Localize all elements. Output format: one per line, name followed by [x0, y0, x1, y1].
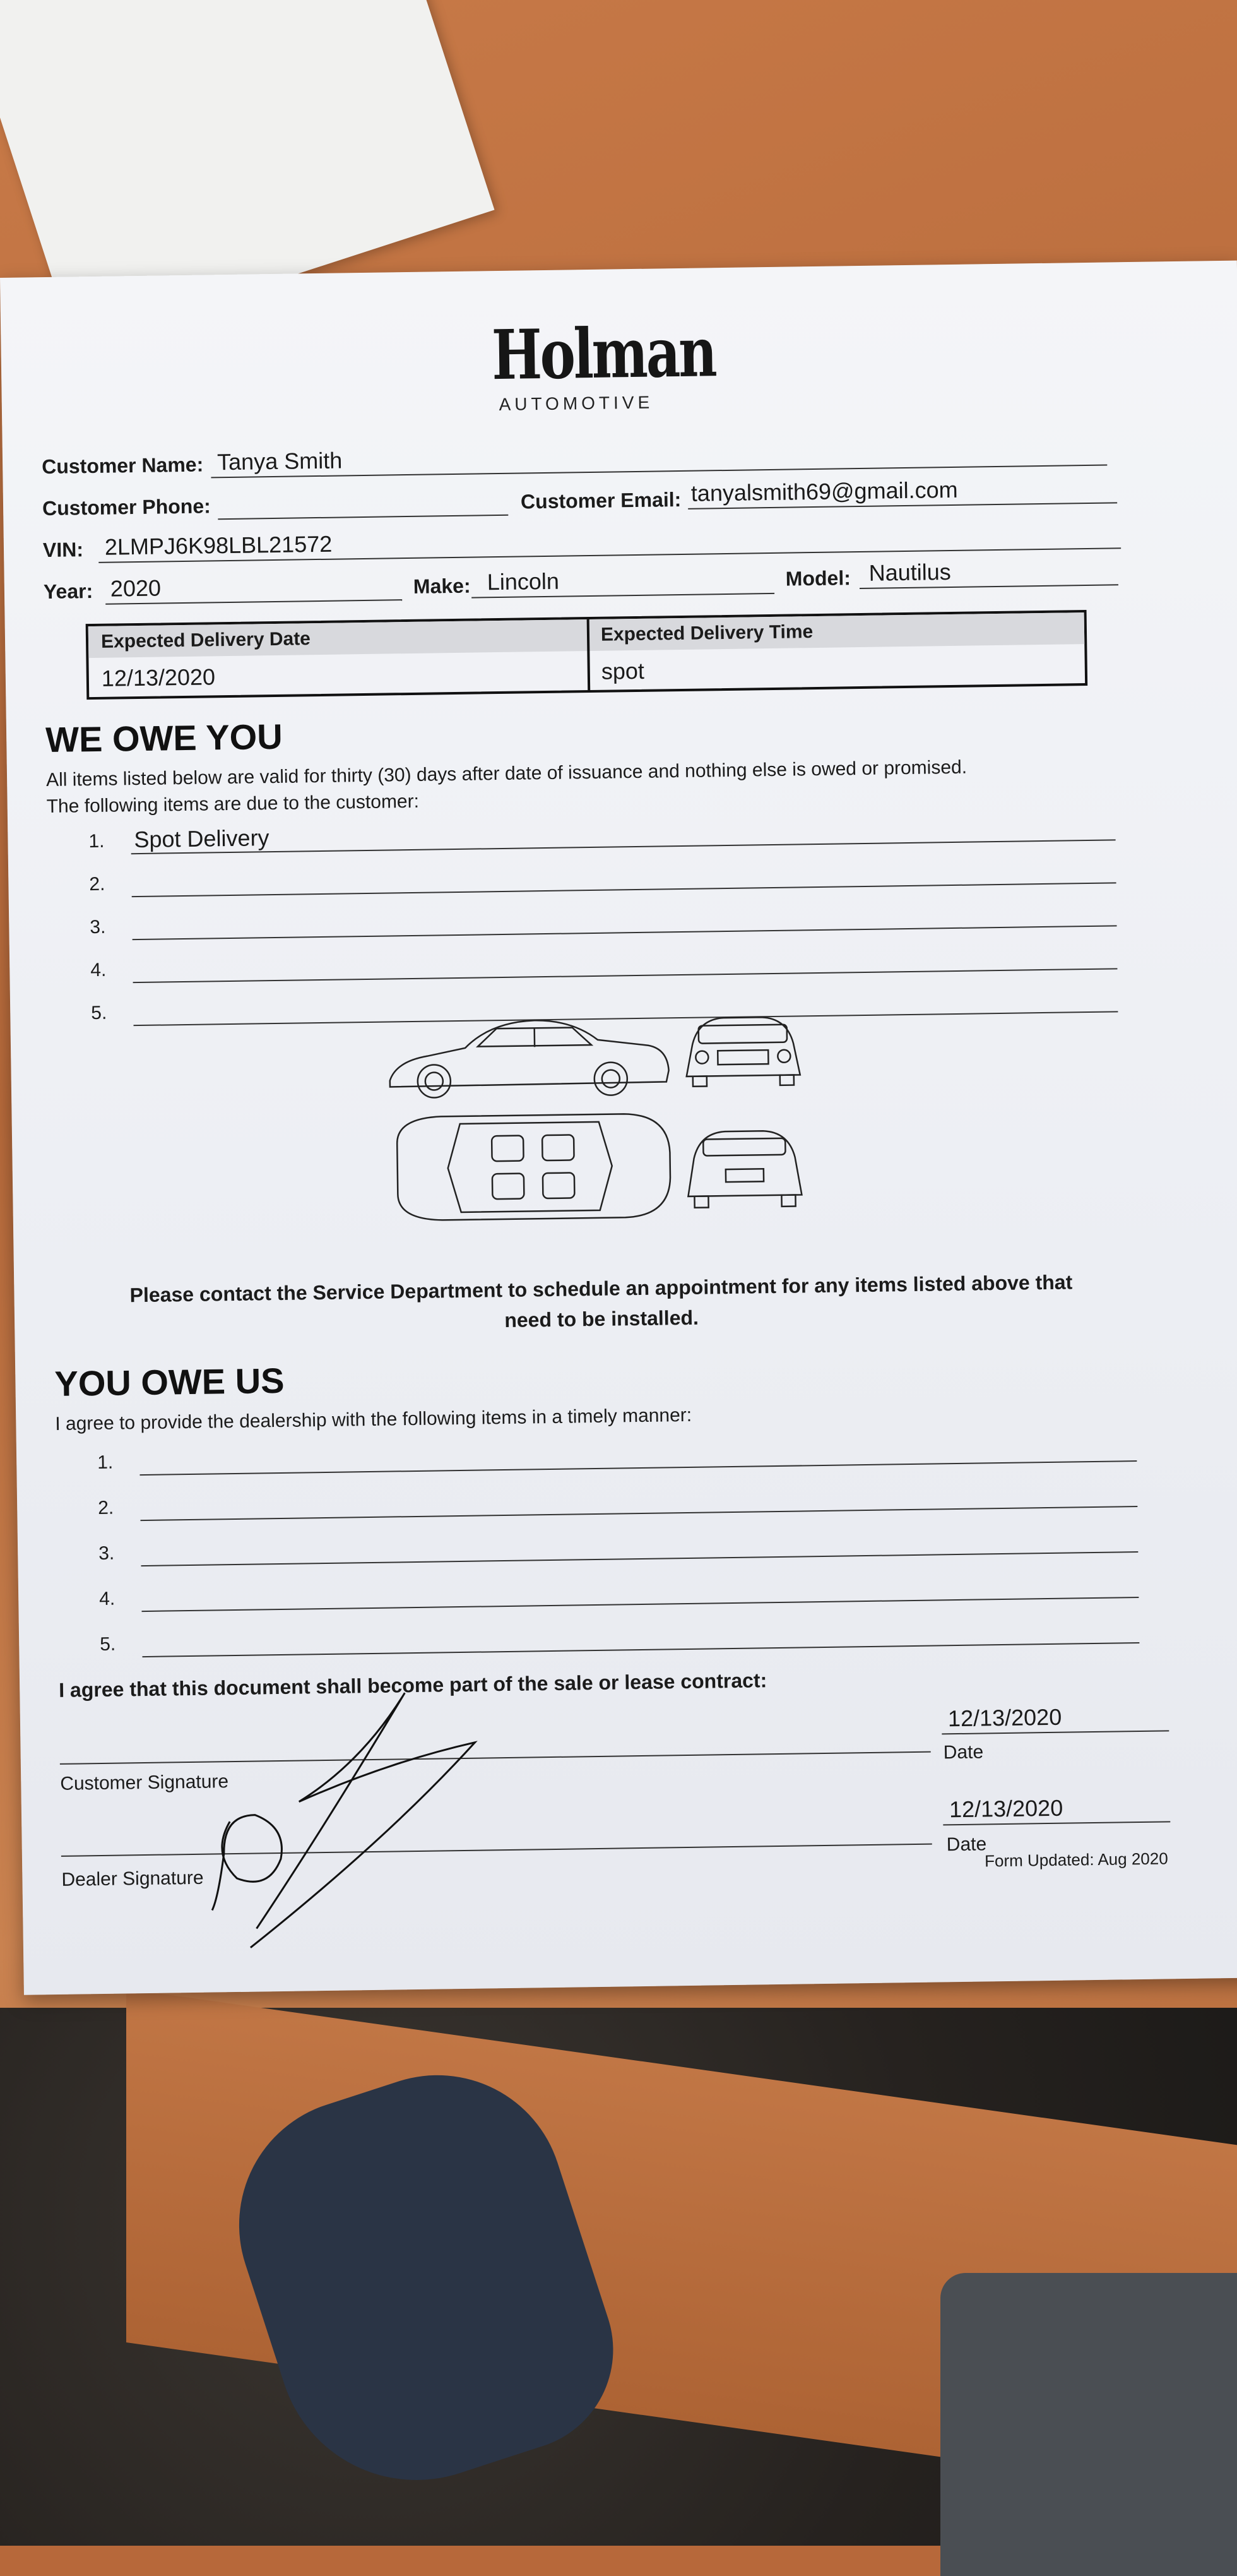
model-label: Model:: [786, 566, 851, 590]
car-top-view-icon: [397, 1113, 671, 1220]
we-owe-intro-text: The following items are due to the customer:: [46, 791, 419, 818]
agreement-text: I agree that this document shall become part of the sale or lease contract:: [59, 1669, 767, 1702]
vehicle-diagram: [382, 1005, 815, 1238]
we-owe-item-3-line: [133, 925, 1117, 940]
we-owe-item-2-line: [132, 882, 1116, 897]
delivery-date-label: Expected Delivery Date: [101, 628, 311, 653]
you-owe-item-1-number: 1.: [97, 1452, 114, 1474]
you-owe-item-3-number: 3.: [98, 1543, 115, 1565]
customer-date-value: 12/13/2020: [948, 1704, 1062, 1732]
delivery-date-value: 12/13/2020: [102, 664, 216, 692]
you-owe-item-5-number: 5.: [100, 1634, 116, 1655]
holman-logo: [468, 319, 684, 415]
we-owe-item-1-line: [131, 839, 1116, 854]
delivery-box: [86, 610, 1088, 700]
delivery-time-value: spot: [601, 658, 645, 685]
logo-name: Holman: [491, 319, 660, 390]
customer-name-value: Tanya Smith: [217, 447, 343, 475]
you-owe-us-heading: YOU OWE US: [54, 1360, 285, 1404]
we-owe-item-5-number: 5.: [91, 1003, 107, 1024]
you-owe-item-2-line: [140, 1506, 1137, 1521]
we-owe-item-1-number: 1.: [88, 831, 105, 852]
we-owe-item-4-number: 4.: [90, 960, 107, 981]
customer-phone-line: [218, 515, 508, 520]
year-label: Year:: [44, 580, 93, 604]
customer-email-label: Customer Email:: [521, 488, 682, 514]
we-owe-you-heading: WE OWE YOU: [45, 716, 283, 760]
customer-name-line: [211, 465, 1107, 479]
customer-date-label: Date: [944, 1741, 984, 1763]
customer-phone-label: Customer Phone:: [42, 494, 211, 520]
we-owe-validity-text: All items listed below are valid for thirty (30) days after date of issuance and nothing else is owed or promised.: [46, 757, 967, 791]
model-value: Nautilus: [868, 559, 951, 587]
dealer-signature-label: Dealer Signature: [61, 1868, 204, 1891]
customer-name-label: Customer Name:: [42, 453, 204, 479]
you-owe-item-5-line: [143, 1642, 1140, 1657]
vin-value: 2LMPJ6K98LBL21572: [105, 531, 333, 561]
you-owe-item-3-line: [141, 1551, 1138, 1566]
car-front-view-icon: [685, 1017, 800, 1087]
we-owe-form: [0, 261, 1237, 1995]
service-note: [52, 1266, 1151, 1342]
service-note-line-2: need to be installed.: [52, 1296, 1151, 1342]
service-note-line-1: Please contact the Service Department to schedule an appointment for any items listed above that: [52, 1266, 1151, 1311]
we-owe-item-2-number: 2.: [89, 874, 105, 895]
you-owe-item-1-line: [139, 1460, 1137, 1476]
car-rear-view-icon: [687, 1130, 802, 1208]
form-updated-note: Form Updated: Aug 2020: [985, 1849, 1168, 1871]
vin-label: VIN:: [43, 538, 84, 562]
you-owe-item-4-number: 4.: [99, 1589, 115, 1610]
handwritten-signature: [196, 1685, 528, 1955]
pant-leg: [940, 2273, 1237, 2576]
you-owe-item-2-number: 2.: [98, 1498, 114, 1519]
make-value: Lincoln: [487, 568, 560, 596]
we-owe-item-1-text: Spot Delivery: [134, 825, 269, 853]
we-owe-item-4-line: [133, 968, 1118, 983]
year-value: 2020: [110, 575, 162, 602]
customer-email-value: tanyalsmith69@gmail.com: [691, 477, 958, 507]
dealer-date-value: 12/13/2020: [949, 1795, 1063, 1823]
delivery-time-label: Expected Delivery Time: [601, 621, 814, 646]
customer-signature-label: Customer Signature: [60, 1771, 228, 1795]
logo-subtitle: AUTOMOTIVE: [469, 392, 684, 415]
you-owe-item-4-line: [141, 1597, 1139, 1612]
dealer-date-label: Date: [947, 1834, 987, 1856]
we-owe-item-3-number: 3.: [90, 917, 106, 938]
make-label: Make:: [413, 575, 471, 599]
car-side-view-icon: [389, 1018, 670, 1098]
you-owe-intro-text: I agree to provide the dealership with the following items in a timely manner:: [55, 1405, 692, 1435]
